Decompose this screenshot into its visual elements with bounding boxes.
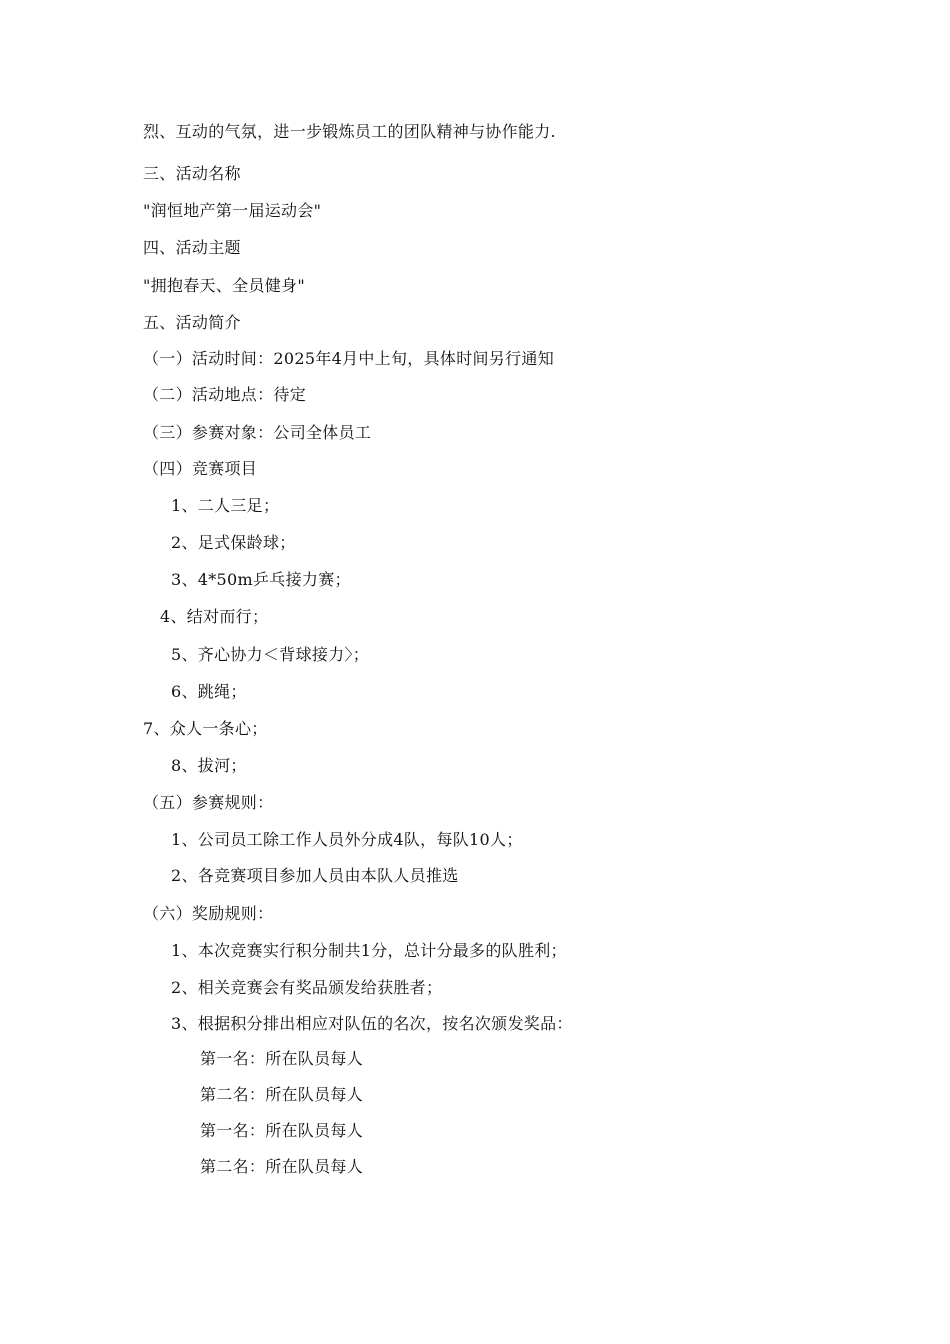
event-list-item: 1、二人三足； — [171, 496, 280, 515]
subsection-heading-rewards: （六）奖励规则： — [143, 904, 274, 923]
reward-list-item: 1、本次竞赛实行积分制共1分，总计分最多的队胜利； — [171, 941, 567, 960]
event-list-item: 7、众人一条心； — [143, 719, 268, 738]
prize-rank-line: 第一名：所在队员每人 — [200, 1049, 364, 1068]
participants-line: （三）参赛对象：公司全体员工 — [143, 423, 372, 442]
prize-rank-line: 第二名：所在队员每人 — [200, 1085, 364, 1104]
prize-rank-line: 第二名：所在队员每人 — [200, 1157, 364, 1176]
reward-list-item: 3、根据积分排出相应对队伍的名次，按名次颁发奖品： — [171, 1014, 573, 1033]
event-list-item: 4、结对而行； — [160, 607, 269, 626]
intro-text-line: 烈、互动的气氛，进一步锻炼员工的团队精神与协作能力. — [143, 122, 556, 141]
section-heading-activity-name: 三、活动名称 — [143, 164, 241, 183]
section-heading-activity-theme: 四、活动主题 — [143, 238, 241, 257]
subsection-heading-rules: （五）参赛规则： — [143, 793, 274, 812]
activity-location-line: （二）活动地点：待定 — [143, 385, 307, 404]
section-heading-activity-intro: 五、活动简介 — [143, 313, 241, 332]
activity-time-line: （一）活动时间：2025年4月中上旬，具体时间另行通知 — [143, 349, 554, 368]
rule-list-item: 2、各竞赛项目参加人员由本队人员推选 — [171, 866, 459, 885]
event-list-item: 5、齐心协力＜背球接力〉； — [171, 645, 370, 664]
rule-list-item: 1、公司员工除工作人员外分成4队，每队10人； — [171, 830, 523, 849]
subsection-heading-events: （四）竞赛项目 — [143, 459, 258, 478]
event-list-item: 6、跳绳； — [171, 682, 247, 701]
activity-theme-text: "拥抱春天、全员健身" — [143, 276, 306, 295]
reward-list-item: 2、相关竞赛会有奖品颁发给获胜者； — [171, 978, 443, 997]
event-list-item: 8、拔河； — [171, 756, 247, 775]
event-list-item: 2、足式保龄球； — [171, 533, 296, 552]
event-list-item: 3、4*50m乒乓接力赛； — [171, 570, 351, 589]
activity-name-text: "润恒地产第一届运动会" — [143, 201, 322, 220]
prize-rank-line: 第一名：所在队员每人 — [200, 1121, 364, 1140]
